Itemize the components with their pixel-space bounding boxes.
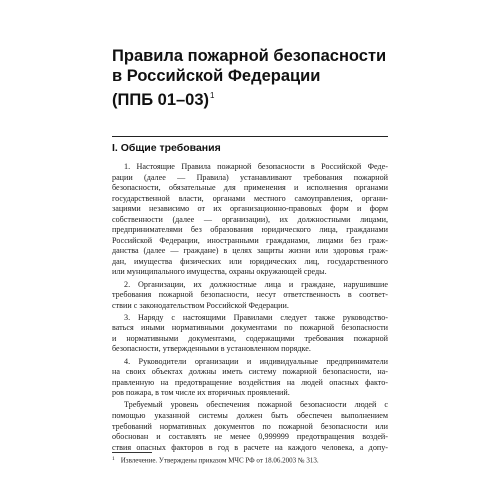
paragraph-line: помощью указанной системы должен быть обеспечен выполнением bbox=[112, 410, 388, 420]
paragraph-line: и нормативными документами, содержащими требования пожарной bbox=[112, 333, 388, 343]
paragraph-line: Российской Федерации, иностранными гражданами, лицами без граж- bbox=[112, 235, 388, 245]
page-title bbox=[112, 46, 412, 110]
footnote-mark: 1 bbox=[112, 456, 115, 462]
paragraph bbox=[112, 280, 388, 312]
paragraph-line: рации (далее — Правила) устанавливают требования пожарной bbox=[112, 172, 388, 182]
section-heading: I. Общие требования bbox=[112, 142, 221, 154]
paragraph bbox=[112, 400, 388, 453]
paragraph-line: требований нормативных документов по пожарной безопасности или bbox=[112, 421, 388, 431]
paragraph-line: ствия опасных факторов в год в расчете на каждого человека, а допу- bbox=[112, 442, 388, 452]
paragraph-line: обоснован и составлять не менее 0,999999 предотвращения воздей- bbox=[112, 432, 388, 442]
paragraph-line: или муниципального имущества, охраны окружающей среды. bbox=[112, 267, 327, 277]
paragraph-line: предпринимателями без образования юридического лица, гражданами bbox=[112, 225, 388, 235]
footnote-text: Извлечение. Утверждены приказом МЧС РФ от 18.06.2003 № 313. bbox=[120, 456, 319, 465]
title-line-3-text: (ППБ 01–03) bbox=[112, 91, 210, 109]
paragraph bbox=[112, 162, 388, 278]
paragraph-line: дан, имущества физических или юридических лиц, государственного bbox=[112, 256, 388, 266]
paragraph-line: государственной власти, органами местного самоуправления, органи- bbox=[112, 193, 388, 203]
paragraph-line: зациями независимо от их организационно-правовых форм и форм bbox=[112, 204, 388, 214]
paragraph bbox=[112, 357, 388, 399]
paragraph-line: собственности (далее — организации), их должностными лицами, bbox=[112, 214, 388, 224]
paragraph-line: правленную на предотвращение воздействия на людей опасных факто- bbox=[112, 377, 388, 387]
paragraph-line: Требуемый уровень обеспечения пожарной безопасности людей с bbox=[124, 400, 388, 410]
paragraph-line: требования пожарной безопасности, несут ответственность в соответ- bbox=[112, 290, 388, 300]
body-text bbox=[112, 162, 388, 455]
paragraph bbox=[112, 313, 388, 355]
paragraph-line: 3. Наряду с настоящими Правилами следует также руководство- bbox=[124, 312, 388, 322]
title-footnote-ref: 1 bbox=[210, 91, 215, 100]
paragraph-line: ров пожара, в том числе их вторичных проявлений. bbox=[112, 388, 290, 398]
paragraph-line: безопасности, обязательные для применения и исполнения органами bbox=[112, 183, 388, 193]
paragraph-line: ствии с законодательством Российской Федерации. bbox=[112, 300, 289, 310]
paragraph-line: на своих объектах должны иметь систему пожарной безопасности, на- bbox=[112, 367, 388, 377]
paragraph-line: 2. Организации, их должностные лица и граждане, нарушившие bbox=[124, 279, 388, 289]
paragraph-line: 1. Настоящие Правила пожарной безопасности в Российской Феде- bbox=[124, 162, 388, 171]
title-line-2: в Российской Федерации bbox=[112, 67, 321, 85]
title-line-1: Правила пожарной безопасности bbox=[112, 47, 387, 65]
section-divider bbox=[112, 136, 388, 137]
title-line-3 bbox=[112, 86, 412, 110]
paragraph-line: данства (далее — граждане) в целях защиты жизни или здоровья граж- bbox=[112, 246, 388, 256]
footnote-divider bbox=[112, 452, 152, 453]
paragraph-line: безопасности, утвержденными в установленном порядке. bbox=[112, 344, 311, 354]
paragraph-line: ваться иными нормативными документами по пожарной безопасности bbox=[112, 323, 388, 333]
footnote bbox=[112, 455, 388, 466]
paragraph-line: 4. Руководители организации и индивидуальные предприниматели bbox=[124, 356, 388, 366]
